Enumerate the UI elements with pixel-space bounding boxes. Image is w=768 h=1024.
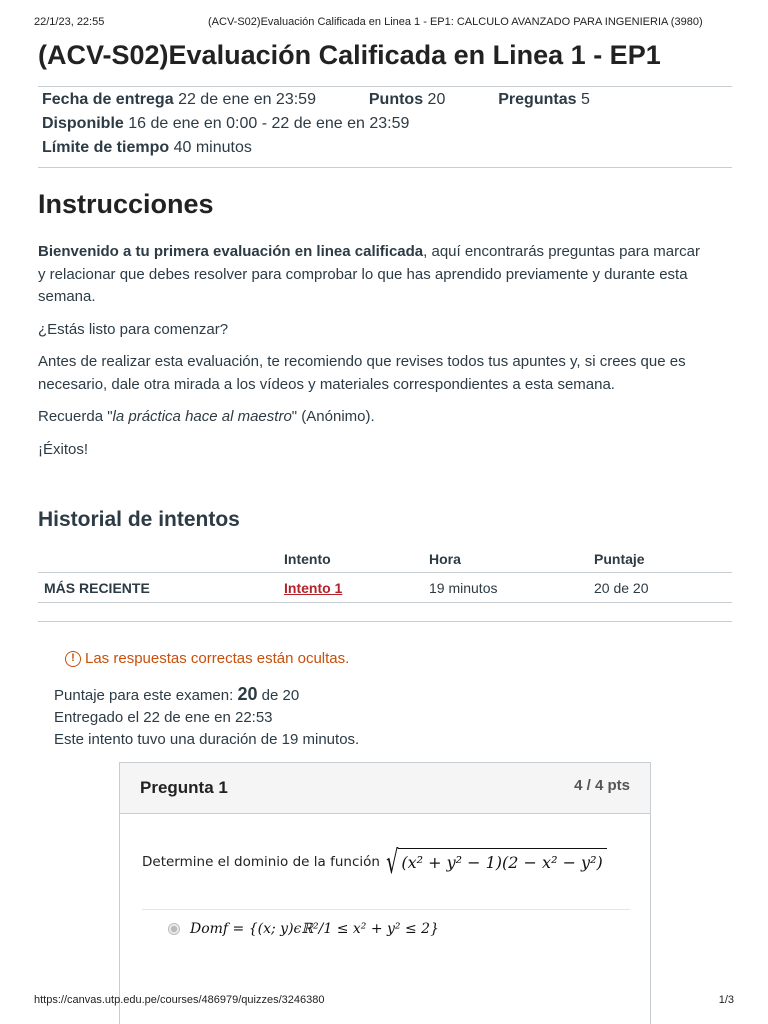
instructions-paragraph-3 bbox=[38, 351, 728, 396]
attempt-score: 20 de 20 bbox=[594, 580, 649, 596]
points-value: 20 bbox=[427, 91, 446, 108]
time-limit-label: Límite de tiempo bbox=[42, 139, 170, 156]
print-page-number: 1/3 bbox=[718, 994, 734, 1006]
answer-option-a-text: Domf = {(x; y)ϵℝ²/1 ≤ x² + y² ≤ 2} bbox=[190, 921, 439, 937]
instructions-paragraph-5: ¡Éxitos! bbox=[38, 441, 89, 458]
function-expression: (x² + y² − 1)(2 − x² − y²) bbox=[398, 848, 606, 879]
advice-line-1: Antes de realizar esta evaluación, te recomiendo que revises todos tus apuntes y, si crees que es bbox=[38, 353, 686, 370]
questions-label: Preguntas bbox=[498, 91, 577, 108]
quiz-details-row-1 bbox=[42, 91, 590, 109]
print-url: https://canvas.utp.edu.pe/courses/486979/quizzes/3246380 bbox=[34, 994, 325, 1006]
due-value: 22 de ene en 23:59 bbox=[178, 91, 316, 108]
alert-text: Las respuestas correctas están ocultas. bbox=[85, 650, 350, 667]
attempt-1-link[interactable]: Intento 1 bbox=[284, 580, 343, 596]
quote-italic: la práctica hace al maestro bbox=[112, 408, 292, 425]
question-1-card bbox=[119, 762, 651, 1024]
instructions-paragraph-4 bbox=[38, 406, 728, 429]
column-header-score: Puntaje bbox=[594, 551, 645, 567]
title-divider bbox=[38, 86, 732, 87]
instructions-heading: Instrucciones bbox=[38, 189, 214, 219]
question-1-prompt-text: Determine el dominio de la función bbox=[142, 854, 380, 870]
welcome-bold-text: Bienvenido a tu primera evaluación en linea calificada bbox=[38, 243, 424, 260]
attempt-history-table bbox=[38, 544, 732, 603]
exclamation-icon: ! bbox=[65, 651, 81, 667]
most-recent-label: MÁS RECIENTE bbox=[44, 580, 150, 596]
welcome-text-line-2: y relacionar que debes resolver para comprobar lo que has aprendido previamente y durante esta bbox=[38, 265, 688, 283]
quote-suffix: " (Anónimo). bbox=[291, 408, 375, 425]
question-1-separator bbox=[142, 909, 630, 910]
available-label: Disponible bbox=[42, 115, 124, 132]
points-label: Puntos bbox=[368, 91, 424, 108]
radio-button-icon[interactable] bbox=[168, 923, 180, 935]
advice-line-2: necesario, dale otra mirada a los vídeos y materiales correspondientes a esta semana. bbox=[38, 375, 615, 393]
submitted-line: Entregado el 22 de ene en 22:53 bbox=[54, 709, 273, 726]
question-1-header bbox=[120, 763, 650, 814]
column-header-attempt: Intento bbox=[284, 551, 331, 567]
quiz-details-row-3 bbox=[42, 139, 252, 157]
available-value: 16 de ene en 0:00 - 22 de ene en 23:59 bbox=[128, 115, 410, 132]
table-row bbox=[38, 573, 732, 603]
welcome-text-line-3: semana. bbox=[38, 288, 96, 305]
print-footer bbox=[34, 994, 734, 1006]
score-prefix: Puntaje para este examen: bbox=[54, 687, 238, 704]
quiz-details-row-2 bbox=[42, 115, 409, 133]
due-label: Fecha de entrega bbox=[42, 91, 174, 108]
question-1-points: 4 / 4 pts bbox=[574, 777, 630, 794]
print-datetime: 22/1/23, 22:55 bbox=[34, 16, 105, 28]
attempt-time: 19 minutos bbox=[429, 580, 498, 596]
time-limit-value: 40 minutos bbox=[173, 139, 252, 156]
answer-option-a[interactable] bbox=[168, 921, 439, 937]
welcome-text-rest: , aquí encontrarás preguntas para marcar bbox=[423, 243, 700, 260]
column-header-time: Hora bbox=[429, 551, 461, 567]
instructions-paragraph-2: ¿Estás listo para comenzar? bbox=[38, 321, 229, 338]
details-divider bbox=[38, 167, 732, 168]
attempt-history-heading: Historial de intentos bbox=[38, 508, 240, 531]
radical-icon: √ bbox=[386, 843, 399, 881]
print-page-title: (ACV-S02)Evaluación Calificada en Linea 1 - EP1: CALCULO AVANZADO PARA INGENIERIA (3980) bbox=[208, 16, 703, 28]
questions-value: 5 bbox=[580, 91, 590, 108]
print-header bbox=[34, 16, 734, 28]
question-1-title: Pregunta 1 bbox=[140, 778, 228, 797]
question-1-prompt bbox=[142, 845, 607, 879]
page-title: (ACV-S02)Evaluación Calificada en Linea 1 - EP1 bbox=[38, 40, 661, 70]
instructions-paragraph-1 bbox=[38, 241, 728, 309]
history-divider bbox=[38, 621, 732, 622]
score-value: 20 bbox=[237, 684, 258, 704]
answers-hidden-alert bbox=[65, 650, 349, 667]
exam-score-line bbox=[54, 684, 299, 705]
score-suffix: de 20 bbox=[257, 687, 300, 704]
table-header-row bbox=[38, 544, 732, 573]
square-root-expression bbox=[382, 845, 607, 879]
quote-prefix: Recuerda " bbox=[38, 408, 113, 425]
duration-line: Este intento tuvo una duración de 19 minutos. bbox=[54, 731, 360, 748]
